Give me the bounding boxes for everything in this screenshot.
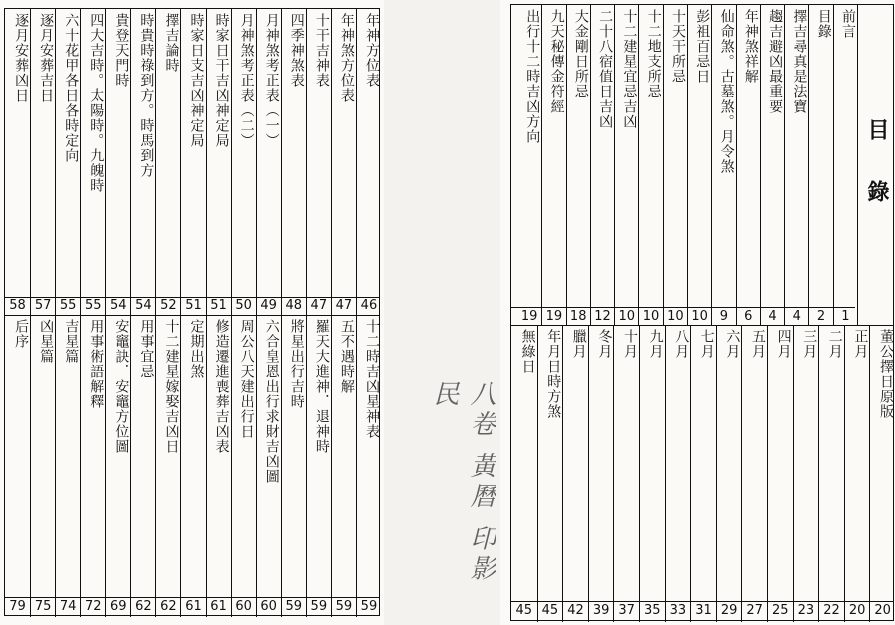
toc-entry-title: 九月	[647, 329, 664, 359]
toc-page-number: 20	[848, 603, 866, 618]
toc-page-number: 4	[792, 309, 801, 324]
toc-page-number: 2	[816, 309, 826, 324]
toc-entry-title: 十二時吉凶星神表	[363, 319, 380, 439]
toc-entry-title: 時貴時祿到方。時馬到方	[138, 13, 155, 178]
toc-column	[869, 325, 895, 622]
toc-entry-title: 十二建星宜忌吉凶	[621, 9, 638, 129]
toc-entry-title: 趨吉避凶最重要	[767, 9, 784, 114]
toc-entry-title: 后序	[13, 319, 30, 349]
toc-page-number: 37	[618, 603, 635, 618]
toc-column	[833, 5, 857, 325]
toc-entry-title: 十月	[621, 329, 638, 359]
toc-page-number: 9	[719, 309, 729, 324]
toc-entry-title: 七月	[698, 329, 715, 359]
toc-entry-title: 四季神煞表	[288, 13, 305, 88]
toc-entry-title: 五月	[749, 329, 766, 359]
toc-entry-title: 逐月安葬吉日	[38, 13, 55, 103]
toc-entry-title: 八月	[673, 329, 690, 359]
toc-entry-title: 四大吉時。太陽時。九魄時	[88, 13, 105, 193]
toc-column	[663, 5, 687, 325]
toc-page-number: 10	[618, 309, 636, 324]
toc-column	[818, 325, 844, 622]
toc-entry-title: 擇吉論時	[163, 13, 180, 73]
toc-entry-title: 臘月	[570, 329, 587, 359]
toc-page-number: 1	[841, 309, 850, 324]
toc-page-number: 72	[84, 599, 102, 614]
toc-page-number: 47	[310, 298, 328, 313]
toc-column	[55, 9, 80, 617]
toc-page-number: 46	[360, 298, 378, 313]
toc-entry-title: 六十花甲各日各時定向	[63, 13, 80, 163]
toc-entry-title: 吉星篇	[63, 319, 80, 364]
toc-column	[711, 5, 735, 325]
toc-column	[808, 5, 832, 325]
toc-column	[613, 325, 639, 622]
toc-page-number: 23	[797, 603, 815, 618]
toc-column	[614, 5, 638, 325]
toc-column	[760, 5, 784, 325]
toc-entry-title: 年月日時方煞	[545, 329, 562, 419]
toc-entry-title: 六合皇恩出行求財吉凶圖	[263, 319, 280, 484]
toc-entry-title: 二十八宿值日吉凶	[597, 9, 614, 129]
toc-entry-title: 用事宜忌	[138, 319, 155, 379]
toc-page-number: 79	[9, 599, 26, 614]
toc-column	[511, 325, 537, 622]
toc-page-number: 52	[160, 298, 177, 313]
toc-page-number: 19	[520, 309, 538, 324]
toc-entry-title: 十二建星嫁娶吉凶日	[163, 319, 180, 454]
toc-entry-title: 十干吉神表	[313, 13, 330, 88]
toc-page-number: 62	[135, 599, 152, 614]
toc-page-number: 10	[667, 309, 684, 324]
left-page	[0, 0, 384, 625]
toc-column	[588, 325, 614, 622]
toc-page-number: 60	[235, 599, 252, 614]
toc-entry-title: 月神煞考正表（二）	[238, 13, 255, 148]
toc-entry-title: 彭祖百忌日	[694, 9, 711, 84]
toc-page-number: 74	[59, 599, 77, 614]
toc-column	[231, 9, 256, 617]
toc-page-number: 27	[746, 603, 763, 618]
toc-entry-title: 二月	[826, 329, 843, 359]
toc-entry-title: 大金剛日所忌	[572, 9, 589, 99]
toc-column	[331, 9, 356, 617]
toc-entry-title: 安竈訣．安竈方位圖	[113, 319, 130, 454]
toc-entry-title: 凶星篇	[38, 319, 55, 364]
toc-entry-title: 六月	[724, 329, 741, 359]
toc-page-number: 51	[185, 298, 202, 313]
toc-page-number: 59	[335, 599, 353, 614]
toc-entry-title: 周公八天建出行日	[238, 319, 255, 439]
toc-page-number: 6	[744, 309, 753, 324]
right-toc-table	[510, 4, 894, 621]
toc-column	[541, 5, 565, 325]
toc-page-number: 19	[545, 309, 563, 324]
toc-entry-title: 逐月安葬凶日	[13, 13, 30, 103]
toc-page-number: 31	[695, 603, 712, 618]
toc-page-number: 49	[260, 298, 277, 313]
toc-entry-title: 定期出煞	[188, 319, 205, 379]
toc-page-number: 10	[642, 309, 660, 324]
toc-page-number: 25	[772, 603, 789, 618]
toc-entry-title: 年神煞方位表	[338, 13, 355, 103]
toc-page-number: 54	[110, 298, 127, 313]
toc-page-number: 51	[210, 298, 227, 313]
toc-column	[562, 325, 588, 622]
toc-column	[844, 325, 870, 622]
toc-page-number: 55	[84, 298, 102, 313]
toc-column	[767, 325, 793, 622]
toc-column	[517, 5, 541, 325]
toc-page-number: 12	[594, 309, 611, 324]
toc-column	[80, 9, 105, 617]
toc-page-number: 69	[110, 599, 127, 614]
left-toc-table	[4, 8, 380, 616]
toc-column	[687, 5, 711, 325]
toc-column	[793, 325, 819, 622]
toc-entry-title: 冬月	[596, 329, 613, 359]
toc-entry-title: 時家日支吉凶神定局	[188, 13, 205, 148]
toc-entry-title: 十二地支所忌	[645, 9, 662, 99]
toc-column	[105, 9, 130, 617]
toc-column	[5, 9, 30, 617]
toc-entry-title: 羅天大進神．退神時	[313, 319, 330, 454]
toc-page-number: 45	[541, 603, 559, 618]
toc-page-number: 75	[34, 599, 52, 614]
toc-column	[716, 325, 742, 622]
toc-column	[690, 325, 716, 622]
toc-page-number: 45	[515, 603, 533, 618]
toc-entry-title: 出行十二時吉凶方向	[524, 9, 541, 144]
page-title: 目錄	[864, 118, 890, 242]
toc-column	[306, 9, 331, 617]
toc-page-number: 57	[34, 298, 52, 313]
toc-column	[155, 9, 180, 617]
toc-page-number: 48	[285, 298, 303, 313]
toc-entry-title: 無綠日	[519, 329, 536, 374]
toc-entry-title: 年神煞祥解	[742, 9, 759, 84]
toc-column	[784, 5, 808, 325]
toc-page-number: 42	[567, 603, 584, 618]
toc-page-number: 35	[644, 603, 661, 618]
toc-entry-title: 年神方位表	[363, 13, 380, 88]
toc-page-number: 50	[235, 298, 252, 313]
toc-entry-title: 正月	[852, 329, 869, 359]
toc-column	[665, 325, 691, 622]
toc-page-number: 54	[135, 298, 152, 313]
toc-entry-title: 九天秘傳金符經	[548, 9, 565, 114]
toc-page-number: 29	[720, 603, 738, 618]
toc-page-number: 55	[59, 298, 77, 313]
toc-page-number: 60	[260, 599, 277, 614]
toc-page-number: 62	[160, 599, 177, 614]
toc-entry-title: 用事術語解釋	[88, 319, 105, 409]
right-page	[500, 0, 895, 625]
toc-column	[741, 325, 767, 622]
toc-page-number: 47	[335, 298, 353, 313]
toc-page-number: 59	[310, 599, 328, 614]
toc-entry-title: 修造遷進喪葬吉凶表	[213, 319, 230, 454]
toc-entry-title: 五不遇時解	[338, 319, 355, 394]
toc-column	[590, 5, 614, 325]
toc-page-number: 59	[285, 599, 303, 614]
handwritten-annotation: 八卷 黃曆 印影 民	[429, 380, 496, 585]
toc-entry-title: 三月	[801, 329, 818, 359]
toc-page-number: 22	[823, 603, 840, 618]
toc-column	[736, 5, 760, 325]
toc-column	[356, 9, 381, 617]
toc-column	[130, 9, 155, 617]
toc-entry-title: 四月	[775, 329, 792, 359]
toc-entry-title: 月神煞考正表（一）	[263, 13, 280, 148]
toc-column	[638, 5, 662, 325]
toc-column	[566, 5, 590, 325]
toc-entry-title: 目錄	[815, 9, 832, 39]
toc-column	[537, 325, 563, 622]
toc-entry-title: 時家日干吉凶神定局	[213, 13, 230, 148]
toc-column	[639, 325, 665, 622]
toc-page-number: 61	[185, 599, 202, 614]
toc-column	[281, 9, 306, 617]
toc-column	[180, 9, 205, 617]
toc-page-number: 61	[210, 599, 227, 614]
toc-entry-title: 擇吉尋真是法寶	[791, 9, 808, 114]
toc-page-number: 39	[592, 603, 610, 618]
toc-page-number: 18	[569, 309, 587, 324]
toc-page-number: 20	[874, 603, 891, 618]
toc-entry-title: 將星出行吉時	[288, 319, 305, 409]
toc-page-number: 33	[669, 603, 687, 618]
toc-entry-title: 董公擇日原版	[877, 329, 894, 419]
toc-column	[206, 9, 231, 617]
toc-entry-title: 貴登天門時	[113, 13, 130, 88]
toc-page-number: 59	[360, 599, 378, 614]
toc-column	[30, 9, 55, 617]
toc-page-number: 4	[768, 309, 777, 324]
toc-page-number: 58	[9, 298, 26, 313]
toc-page-number: 10	[691, 309, 708, 324]
toc-entry-title: 前言	[839, 9, 856, 39]
toc-column	[256, 9, 281, 617]
toc-entry-title: 十天干所忌	[669, 9, 686, 84]
toc-entry-title: 仙命煞。古墓煞。月令煞	[718, 9, 735, 174]
